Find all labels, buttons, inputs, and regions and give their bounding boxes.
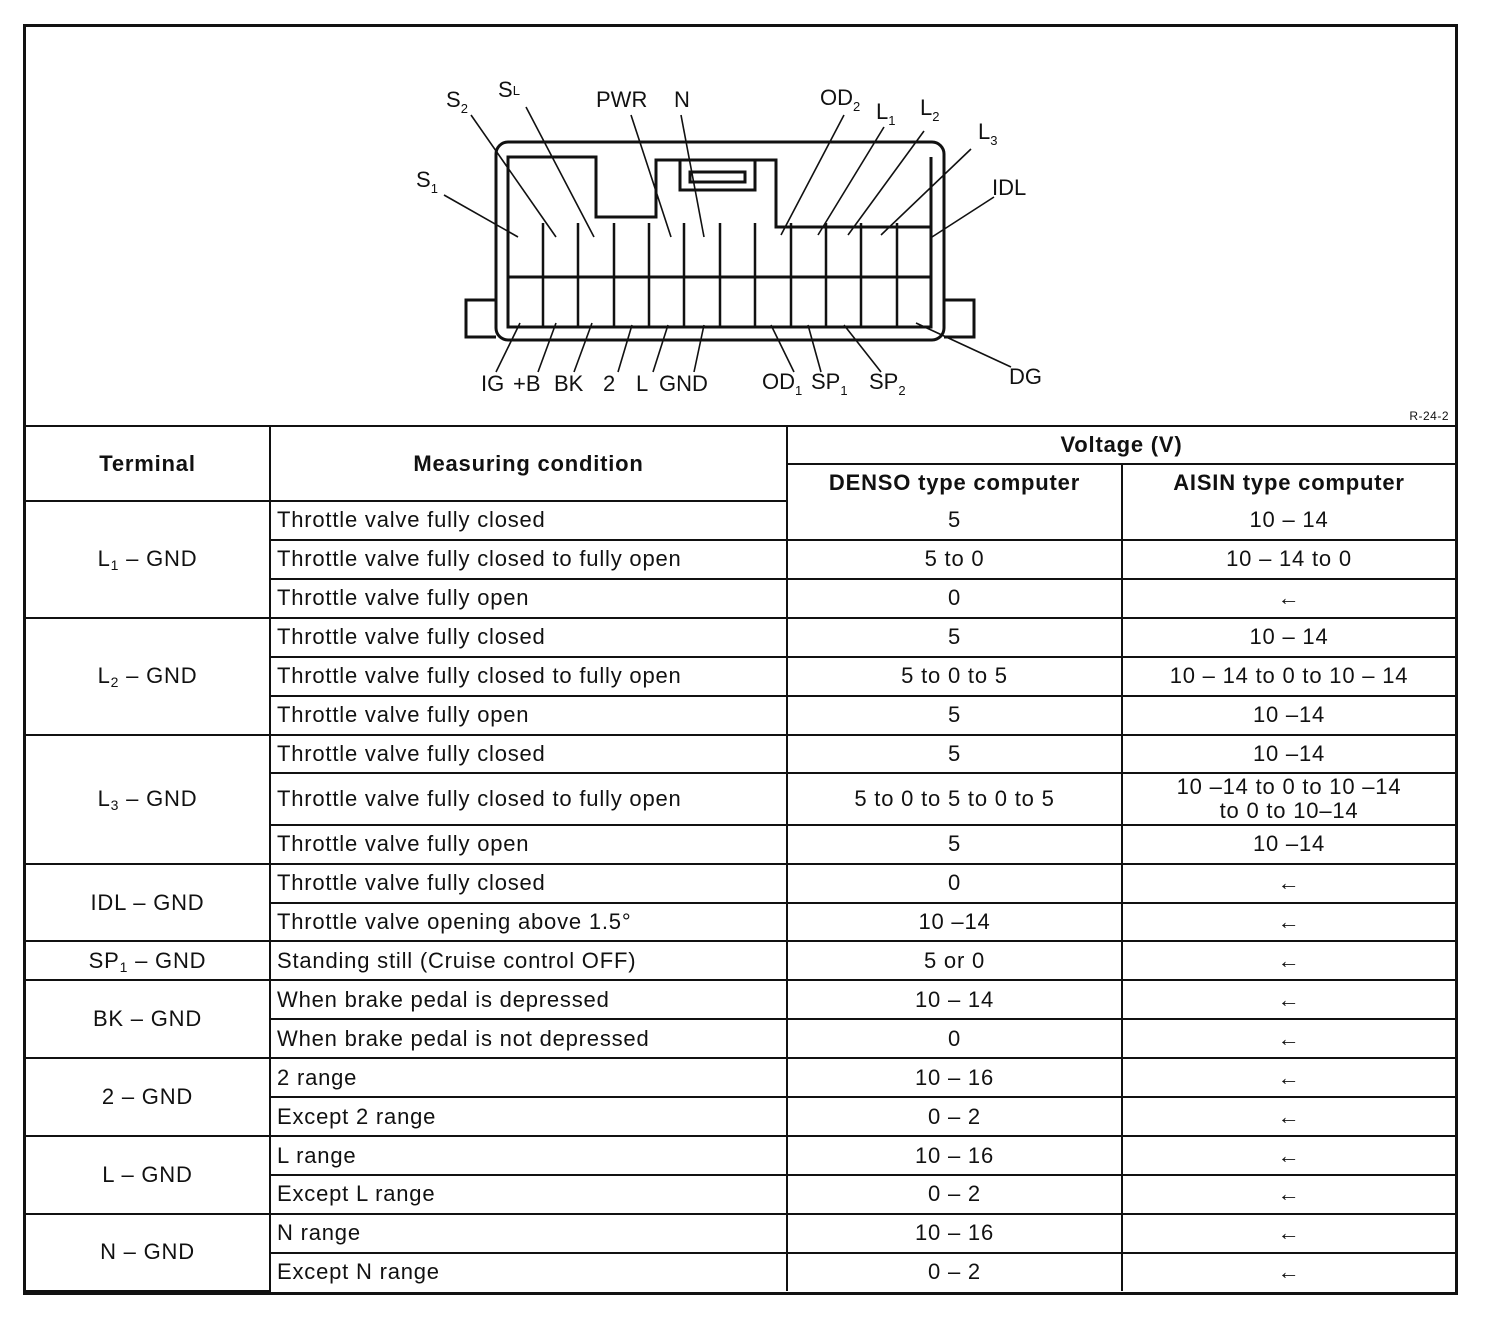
header-denso: DENSO type computer xyxy=(787,464,1122,501)
table-row xyxy=(26,501,1455,540)
connector-drawing xyxy=(26,27,1455,427)
terminal-ground: – GND xyxy=(119,663,198,689)
condition-cell: Throttle valve fully closed xyxy=(270,864,787,903)
denso-voltage-cell: 0 – 2 xyxy=(787,1175,1122,1214)
table-row xyxy=(26,941,1455,980)
denso-voltage-cell: 5 or 0 xyxy=(787,941,1122,980)
voltage-spec-table xyxy=(26,427,1455,1292)
aisin-voltage-line: 10 – 14 to 0 xyxy=(1226,546,1352,572)
terminal-name: L xyxy=(102,1161,115,1187)
aisin-voltage-line: ← xyxy=(1277,1103,1301,1129)
denso-voltage-cell: 10 –14 xyxy=(787,903,1122,942)
aisin-voltage-line: ← xyxy=(1277,1025,1301,1051)
aisin-voltage-line: ← xyxy=(1277,585,1301,611)
aisin-voltage-line: ← xyxy=(1277,1220,1301,1246)
terminal-cell xyxy=(26,1136,270,1214)
terminal-cell xyxy=(26,980,270,1058)
aisin-voltage-cell xyxy=(1122,980,1455,1019)
terminal-name: L xyxy=(97,663,111,689)
condition-cell: 2 range xyxy=(270,1058,787,1097)
terminal-ground: – GND xyxy=(119,786,198,812)
terminal-subscript: 1 xyxy=(119,958,129,975)
aisin-voltage-cell xyxy=(1122,1097,1455,1136)
table-row xyxy=(26,980,1455,1019)
table-row xyxy=(26,1214,1455,1253)
pin-label-bk: BK xyxy=(554,371,584,396)
table-row xyxy=(26,1058,1455,1097)
pin-grid xyxy=(543,223,897,327)
aisin-voltage-line: 10 –14 xyxy=(1252,702,1326,728)
pin-label-ig: IG xyxy=(481,371,505,396)
terminal-cell xyxy=(26,864,270,942)
aisin-voltage-line: ← xyxy=(1277,947,1301,973)
denso-voltage-cell: 5 xyxy=(787,825,1122,864)
denso-voltage-cell: 5 to 0 xyxy=(787,540,1122,579)
terminal-subscript: 2 xyxy=(110,674,120,691)
pin-label-l1: $L_1$ xyxy=(876,99,896,128)
header-terminal: Terminal xyxy=(26,427,270,501)
pin-label-gnd: GND xyxy=(659,371,708,396)
terminal-cell xyxy=(26,501,270,618)
denso-voltage-cell: 5 xyxy=(787,618,1122,657)
aisin-voltage-cell xyxy=(1122,540,1455,579)
aisin-voltage-cell xyxy=(1122,941,1455,980)
terminal-ground: – GND xyxy=(128,947,207,973)
aisin-voltage-cell xyxy=(1122,618,1455,657)
aisin-voltage-cell xyxy=(1122,1214,1455,1253)
denso-voltage-cell: 5 to 0 to 5 xyxy=(787,657,1122,696)
figure-frame xyxy=(23,24,1458,1295)
aisin-voltage-cell xyxy=(1122,1136,1455,1175)
figure-code: R-24-2 xyxy=(1409,409,1449,423)
header-voltage: Voltage (V) xyxy=(787,427,1455,464)
aisin-voltage-cell xyxy=(1122,1175,1455,1214)
denso-voltage-cell: 5 to 0 to 5 to 0 to 5 xyxy=(787,773,1122,824)
condition-cell: Throttle valve fully closed to fully open xyxy=(270,773,787,824)
table-row xyxy=(26,735,1455,774)
aisin-voltage-line: ← xyxy=(1277,908,1301,934)
pin-label-idl: IDL xyxy=(992,175,1027,200)
condition-cell: Throttle valve opening above 1.5° xyxy=(270,903,787,942)
table-body xyxy=(26,501,1455,1291)
pin-label-sp1: $SP_1$ xyxy=(811,369,848,398)
pin-label-plus-b: +B xyxy=(513,371,541,396)
pin-label-sl: SL xyxy=(498,77,520,102)
aisin-voltage-cell xyxy=(1122,579,1455,618)
terminal-ground: – GND xyxy=(123,1006,203,1032)
pin-label-l: L xyxy=(636,371,649,396)
terminal-name: IDL xyxy=(90,889,127,915)
aisin-voltage-cell xyxy=(1122,1253,1455,1291)
aisin-voltage-line: 10 –14 to 0 to 10 –14 xyxy=(1176,774,1402,800)
denso-voltage-cell: 10 – 16 xyxy=(787,1136,1122,1175)
condition-cell: Except L range xyxy=(270,1175,787,1214)
aisin-voltage-cell xyxy=(1122,825,1455,864)
condition-cell: Throttle valve fully closed to fully open xyxy=(270,657,787,696)
pin-label-od1: $OD_1$ xyxy=(762,369,803,398)
terminal-ground: – GND xyxy=(116,1239,195,1265)
aisin-voltage-cell xyxy=(1122,501,1455,540)
leader-lines xyxy=(444,107,1011,372)
pin-label-n: N xyxy=(674,87,690,112)
aisin-voltage-line: ← xyxy=(1277,986,1301,1012)
condition-cell: When brake pedal is not depressed xyxy=(270,1019,787,1058)
table-row xyxy=(26,864,1455,903)
aisin-voltage-cell xyxy=(1122,657,1455,696)
aisin-voltage-line: 10 – 14 xyxy=(1249,624,1329,650)
pin-label-l3: $L_3$ xyxy=(978,119,998,148)
terminal-cell xyxy=(26,735,270,864)
aisin-voltage-line: to 0 to 10–14 xyxy=(1219,798,1359,824)
terminal-name: L xyxy=(97,786,111,812)
table-row xyxy=(26,1136,1455,1175)
aisin-voltage-line: 10 –14 xyxy=(1252,740,1326,766)
denso-voltage-cell: 5 xyxy=(787,735,1122,774)
pin-label-dg: DG xyxy=(1009,364,1042,389)
terminal-ground: – GND xyxy=(114,1161,193,1187)
condition-cell: Throttle valve fully closed xyxy=(270,501,787,540)
condition-cell: Standing still (Cruise control OFF) xyxy=(270,941,787,980)
denso-voltage-cell: 0 xyxy=(787,579,1122,618)
condition-cell: N range xyxy=(270,1214,787,1253)
pin-label-2: 2 xyxy=(603,371,616,396)
aisin-voltage-line: ← xyxy=(1277,1064,1301,1090)
denso-voltage-cell: 10 – 16 xyxy=(787,1214,1122,1253)
table-row xyxy=(26,618,1455,657)
header-row xyxy=(26,427,1455,464)
terminal-cell xyxy=(26,1214,270,1291)
aisin-voltage-cell xyxy=(1122,735,1455,774)
terminal-subscript: 3 xyxy=(110,797,120,814)
condition-cell: Throttle valve fully open xyxy=(270,696,787,735)
header-condition: Measuring condition xyxy=(270,427,787,501)
denso-voltage-cell: 0 – 2 xyxy=(787,1097,1122,1136)
condition-cell: Throttle valve fully closed to fully open xyxy=(270,540,787,579)
denso-voltage-cell: 0 – 2 xyxy=(787,1253,1122,1291)
aisin-voltage-line: 10 – 14 to 0 to 10 – 14 xyxy=(1169,663,1409,689)
denso-voltage-cell: 10 – 14 xyxy=(787,980,1122,1019)
condition-cell: Throttle valve fully closed xyxy=(270,618,787,657)
pin-label-l2: $L_2$ xyxy=(920,95,940,124)
condition-cell: Except 2 range xyxy=(270,1097,787,1136)
condition-cell: When brake pedal is depressed xyxy=(270,980,787,1019)
denso-voltage-cell: 10 – 16 xyxy=(787,1058,1122,1097)
aisin-voltage-cell xyxy=(1122,903,1455,942)
aisin-voltage-line: ← xyxy=(1277,1181,1301,1207)
terminal-ground: – GND xyxy=(119,546,198,572)
condition-cell: Throttle valve fully closed xyxy=(270,735,787,774)
aisin-voltage-line: ← xyxy=(1277,1259,1301,1285)
denso-voltage-cell: 5 xyxy=(787,501,1122,540)
denso-voltage-cell: 0 xyxy=(787,864,1122,903)
denso-voltage-cell: 0 xyxy=(787,1019,1122,1058)
aisin-voltage-cell xyxy=(1122,1019,1455,1058)
condition-cell: Throttle valve fully open xyxy=(270,579,787,618)
terminal-cell xyxy=(26,1058,270,1136)
aisin-voltage-cell xyxy=(1122,773,1455,824)
connector-diagram xyxy=(26,27,1455,427)
terminal-name: N xyxy=(100,1239,117,1265)
aisin-voltage-line: ← xyxy=(1277,870,1301,896)
aisin-voltage-line: ← xyxy=(1277,1142,1301,1168)
aisin-voltage-cell xyxy=(1122,696,1455,735)
terminal-name: L xyxy=(97,546,111,572)
aisin-voltage-cell xyxy=(1122,864,1455,903)
terminal-cell xyxy=(26,941,270,980)
denso-voltage-cell: 5 xyxy=(787,696,1122,735)
aisin-voltage-line: 10 –14 xyxy=(1252,831,1326,857)
terminal-name: SP xyxy=(88,947,120,973)
terminal-ground: – GND xyxy=(114,1084,194,1110)
terminal-name: BK xyxy=(92,1006,124,1032)
pin-label-od2: $OD_2$ xyxy=(820,85,861,114)
condition-cell: L range xyxy=(270,1136,787,1175)
condition-cell: Throttle valve fully open xyxy=(270,825,787,864)
pin-label-s1: $S_1$ xyxy=(416,167,438,196)
pin-label-s2: $S_2$ xyxy=(446,87,468,116)
aisin-voltage-cell xyxy=(1122,1058,1455,1097)
terminal-name: 2 xyxy=(101,1084,115,1110)
terminal-cell xyxy=(26,618,270,735)
condition-cell: Except N range xyxy=(270,1253,787,1291)
pin-label-pwr: PWR xyxy=(596,87,648,112)
terminal-subscript: 1 xyxy=(110,557,120,574)
terminal-ground: – GND xyxy=(126,889,205,915)
pin-label-sp2: $SP_2$ xyxy=(869,369,906,398)
header-aisin: AISIN type computer xyxy=(1122,464,1455,501)
aisin-voltage-line: 10 – 14 xyxy=(1249,506,1329,532)
